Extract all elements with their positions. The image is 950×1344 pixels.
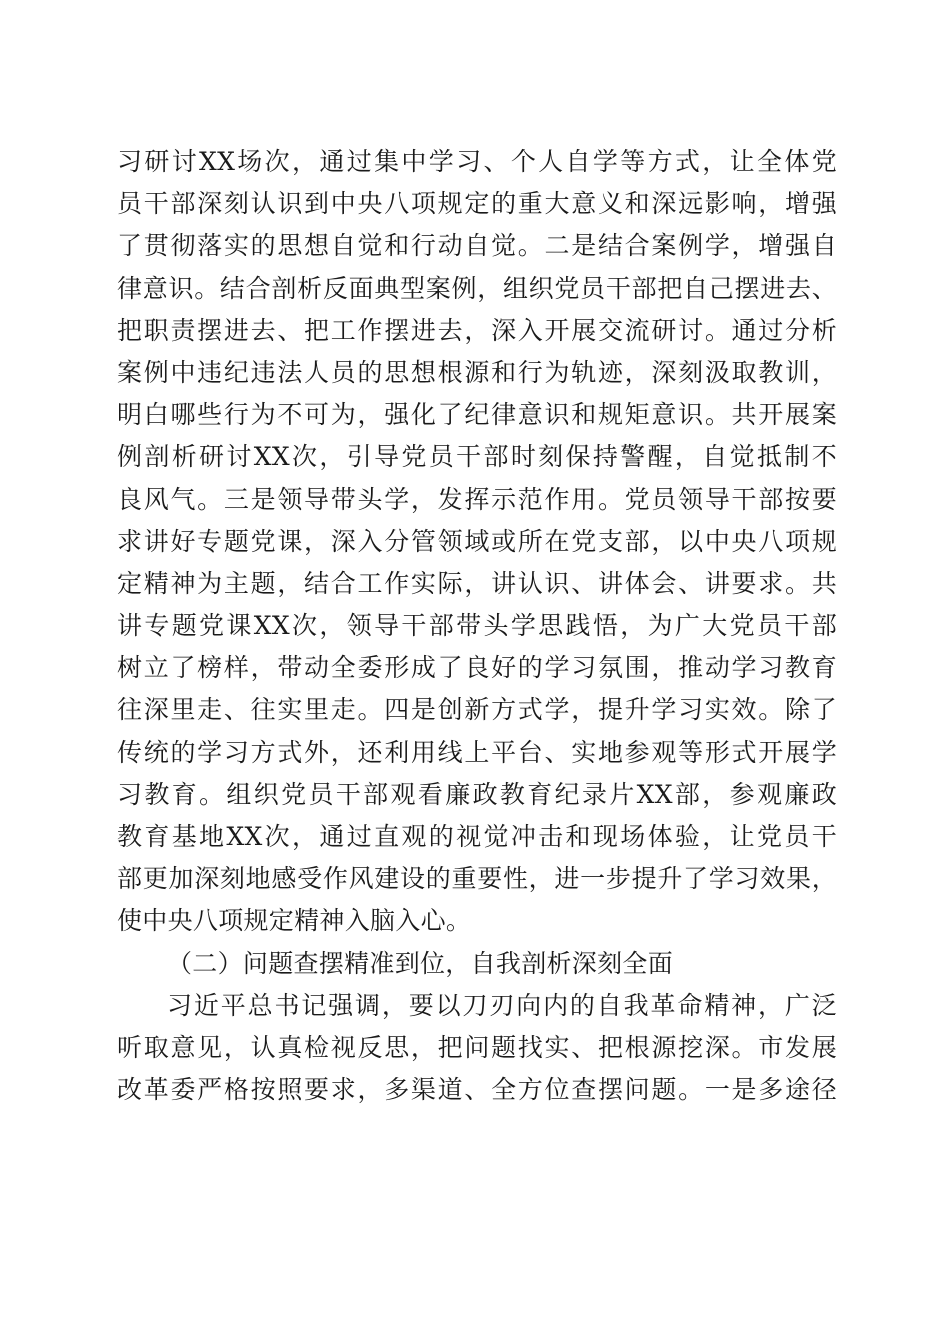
text-line: 律意识。结合剖析反面典型案例，组织党员干部把自己摆进去、 xyxy=(117,273,837,303)
text-line: 明白哪些行为不可为，强化了纪律意识和规矩意识。共开展案 xyxy=(117,400,837,430)
text-line: 了贯彻落实的思想自觉和行动自觉。二是结合案例学，增强自 xyxy=(117,231,837,261)
text-line: 习近平总书记强调，要以刀刃向内的自我革命精神，广泛 xyxy=(167,990,837,1020)
text-line: 树立了榜样，带动全委形成了良好的学习氛围，推动学习教育 xyxy=(117,653,837,683)
text-line: 讲专题党课XX次，领导干部带头学思践悟，为广大党员干部 xyxy=(117,611,837,641)
paragraph-learning-methods xyxy=(117,141,837,943)
text-line: 良风气。三是领导带头学，发挥示范作用。党员领导干部按要 xyxy=(117,484,837,514)
text-line: 改革委严格按照要求，多渠道、全方位查摆问题。一是多途径 xyxy=(117,1075,837,1105)
text-line: 把职责摆进去、把工作摆进去，深入开展交流研讨。通过分析 xyxy=(117,315,837,345)
text-line: 例剖析研讨XX次，引导党员干部时刻保持警醒，自觉抵制不 xyxy=(117,442,837,472)
text-line: 习教育。组织党员干部观看廉政教育纪录片XX部，参观廉政 xyxy=(117,779,837,809)
paragraph-problem-review xyxy=(117,985,837,1112)
text-line: 部更加深刻地感受作风建设的重要性，进一步提升了学习效果， xyxy=(117,864,837,894)
text-line: 使中央八项规定精神入脑入心。 xyxy=(117,906,472,936)
section-heading: （二）问题查摆精准到位，自我剖析深刻全面 xyxy=(167,948,674,978)
document-body xyxy=(117,141,837,1111)
text-line: 习研讨XX场次，通过集中学习、个人自学等方式，让全体党 xyxy=(117,147,837,176)
text-line: 教育基地XX次，通过直观的视觉冲击和现场体验，让党员干 xyxy=(117,822,837,851)
text-line: 员干部深刻认识到中央八项规定的重大意义和深远影响，增强 xyxy=(117,189,837,219)
text-line: 听取意见，认真检视反思，把问题找实、把根源挖深。市发展 xyxy=(117,1032,837,1062)
text-line: 往深里走、往实里走。四是创新方式学，提升学习实效。除了 xyxy=(117,695,837,725)
text-line: 传统的学习方式外，还利用线上平台、实地参观等形式开展学 xyxy=(117,737,837,767)
text-line: 定精神为主题，结合工作实际，讲认识、讲体会、讲要求。共 xyxy=(117,568,837,598)
text-line: 求讲好专题党课，深入分管领域或所在党支部，以中央八项规 xyxy=(117,526,837,556)
text-line: 案例中违纪违法人员的思想根源和行为轨迹，深刻汲取教训， xyxy=(117,357,837,387)
